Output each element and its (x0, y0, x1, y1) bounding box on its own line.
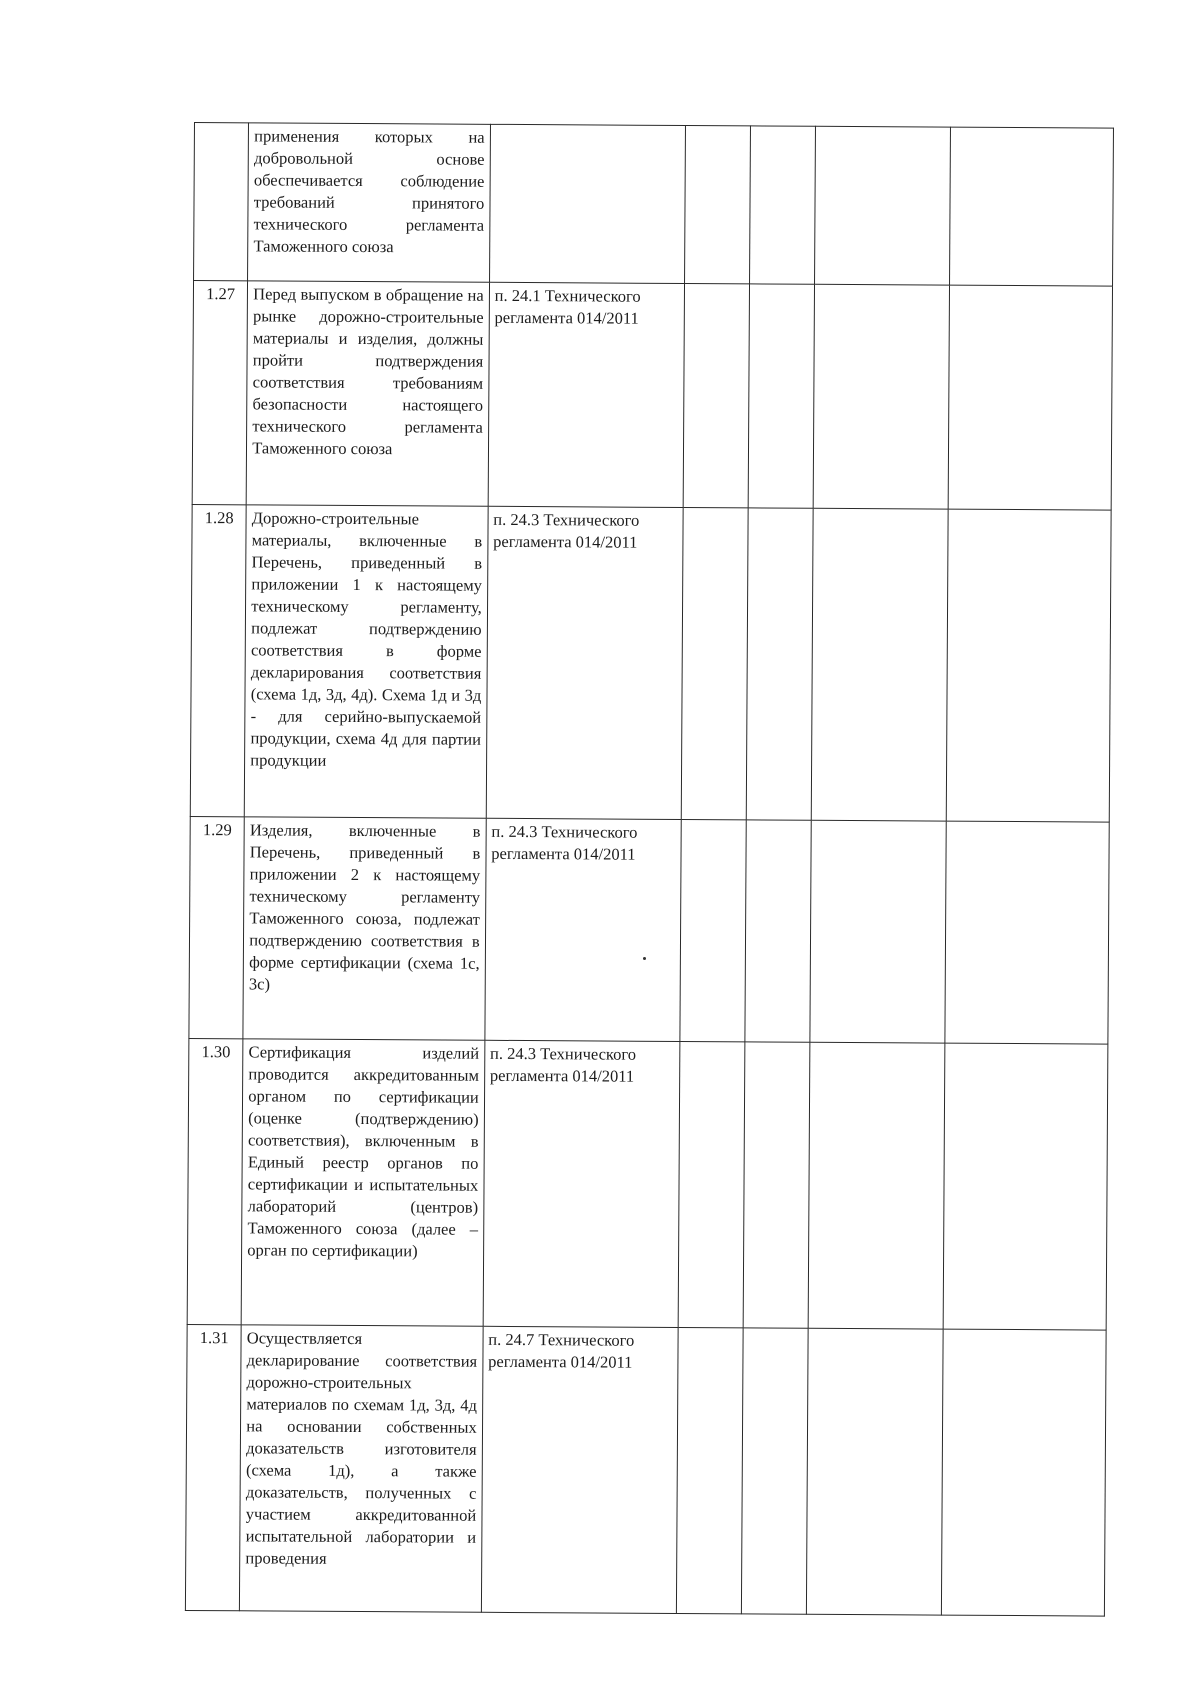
empty-cell (811, 508, 948, 821)
row-number: 1.28 (190, 504, 246, 816)
requirement-text: Дорожно-строительные материалы, включенные в Перечень, приведенный в приложении 1 к настоящему техническому регламенту, подлежат подтверждению соответствия в форме декларирования соответствия (схема 1д, 3д, 4д). Схема 1д и 3д - для серийно-выпускаемой продукции, схема 4д для партии продукции (244, 505, 487, 818)
empty-cell (808, 1042, 945, 1329)
row-number: 1.29 (189, 816, 245, 1038)
empty-cell (743, 1042, 810, 1328)
empty-cell (815, 126, 951, 285)
table-row (185, 1324, 1106, 1616)
empty-cell (942, 1329, 1107, 1616)
row-number: 1.30 (187, 1038, 243, 1324)
table-row (187, 1038, 1108, 1330)
empty-cell (746, 508, 813, 820)
empty-cell (948, 285, 1112, 510)
empty-cell (677, 1327, 743, 1613)
empty-cell (681, 507, 747, 819)
regulation-reference: п. 24.3 Технического регламента 014/2011 (485, 818, 682, 1041)
regulation-reference (489, 124, 685, 283)
empty-cell (810, 820, 946, 1043)
scan-speck (643, 957, 646, 960)
requirement-text: Сертификация изделий проводится аккредитованным органом по сертификации (оценке (подтверждению) соответствия), включенным в Единый реестр органов по сертификации и испытательных лабораторий (центров) Таможенного союза (далее – орган по сертификации) (241, 1039, 484, 1326)
regulation-reference: п. 24.1 Технического регламента 014/2011 (488, 282, 685, 507)
empty-cell (748, 284, 815, 508)
document-page (185, 122, 1114, 1617)
empty-cell (685, 126, 750, 284)
empty-cell (680, 819, 746, 1041)
empty-cell (807, 1328, 944, 1615)
empty-cell (943, 1043, 1108, 1330)
requirement-text: Осуществляется декларирование соответствия дорожно-строительных материалов по схемам 1д, 3д, 4д на основании собственных доказательств изготовителя (схема 1д), а также доказательств, полученных с участием аккредитованной испытательной лаборатории и проведения (240, 1325, 483, 1612)
regulation-reference: п. 24.7 Технического регламента 014/2011 (481, 1326, 678, 1613)
row-number: 1.31 (185, 1324, 241, 1610)
empty-cell (683, 284, 749, 508)
table-row (189, 816, 1109, 1044)
empty-cell (741, 1328, 808, 1614)
empty-cell (945, 821, 1109, 1044)
regulation-reference: п. 24.3 Технического регламента 014/2011 (483, 1040, 680, 1327)
empty-cell (749, 126, 815, 284)
row-number: 1.27 (192, 281, 248, 505)
table-row (192, 281, 1112, 511)
requirement-text: применения которых на добровольной основе обеспечивается соблюдение требований принятого технического регламента Таможенного союза (248, 123, 490, 282)
regulation-reference: п. 24.3 Технического регламента 014/2011 (486, 506, 683, 819)
empty-cell (745, 820, 812, 1042)
requirement-text: Изделия, включенные в Перечень, приведенный в приложении 2 к настоящему техническому регламенту Таможенного союза, подлежат подтверждению соответствия в форме сертификации (схема 1с, 3с) (243, 817, 486, 1040)
table-row (190, 504, 1111, 822)
requirement-text: Перед выпуском в обращение на рынке дорожно-строительные материалы и изделия, должны пройти подтверждения соответствия требованиям безопасности настоящего технического регламента Таможенного союза (246, 281, 489, 506)
row-number (194, 123, 249, 281)
requirements-table (185, 122, 1114, 1617)
empty-cell (813, 284, 949, 509)
empty-cell (678, 1041, 744, 1327)
empty-cell (946, 509, 1111, 822)
empty-cell (950, 127, 1114, 286)
table-row (194, 123, 1114, 287)
